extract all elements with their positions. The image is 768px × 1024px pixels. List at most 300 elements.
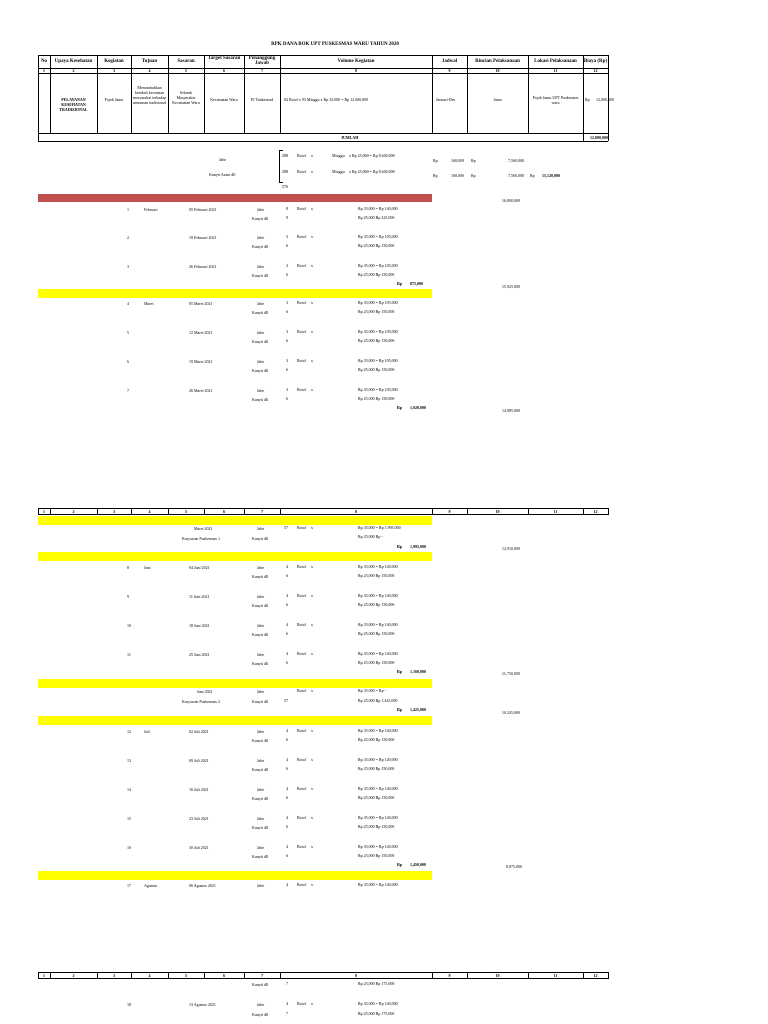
colnum-4: 4 [148, 68, 151, 73]
column-number: 5 [185, 509, 187, 514]
juni-karyawan-note: Karyawan Puskesmas 2 [182, 699, 220, 704]
week-jahe-label: Jahe [257, 301, 265, 306]
column-divider [204, 508, 205, 515]
week-jahe-x: x [311, 844, 313, 849]
column-divider [608, 508, 609, 515]
colnum-11: 11 [553, 68, 558, 73]
section-value: 14,985,000 [502, 408, 520, 413]
week-no: 15 [127, 816, 131, 821]
week-date: 19 Februari 2021 [189, 235, 217, 240]
week-jahe-x: x [311, 728, 313, 733]
column-number: 11 [553, 509, 558, 514]
juni-kary-section-value: 10,325,000 [502, 710, 520, 715]
week-kunyit-calc: Rp 25,000 Rp 150,000 [358, 573, 395, 578]
week-jahe-unit: Botol [297, 651, 306, 656]
week-jahe-unit: Botol [297, 387, 306, 392]
column-number: 4 [148, 973, 151, 978]
week-jahe-qty: 3 [286, 329, 288, 334]
week-jahe-calc: Rp 35,000 = Rp 140,000 [358, 622, 398, 627]
week-jahe-unit: Botol [297, 622, 306, 627]
week-kunyit-label: Kunyit dll [252, 216, 269, 221]
week-no: 14 [127, 787, 131, 792]
week-date: 02 Juli 2021 [189, 729, 209, 734]
juni-subtotal-rp: Rp [397, 707, 403, 712]
week-subtotal: 1,020,000 [410, 405, 426, 410]
week-subtotal: 875,000 [410, 281, 423, 286]
week-kunyit-calc: Rp 25,000 Rp 150,000 [358, 338, 395, 343]
week-kunyit-calc: Rp 25,000 Rp 150,000 [358, 243, 395, 248]
juni-jahe-calc: Rp 35,000 = Rp - [358, 688, 386, 693]
week-subtotal-rp: Rp [397, 862, 403, 867]
summary-jahe-total: 7,560,000 [508, 158, 524, 163]
week-kunyit-calc: Rp 25,000 Rp 150,000 [358, 824, 395, 829]
week-jahe-label: Jahe [257, 652, 265, 657]
column-divider [50, 972, 51, 979]
week-kunyit-calc: Rp 25,000 Rp 150,000 [358, 853, 395, 858]
colnum-2: 2 [72, 68, 75, 73]
header-jadwal: Jadwal [441, 59, 458, 64]
summary-jahe-rp2: Rp [471, 158, 476, 163]
week-jahe-qty: 3 [286, 263, 288, 268]
week-jahe-calc: Rp 35,000 = Rp 140,000 [358, 593, 398, 598]
summary-bracket-line [279, 150, 280, 183]
column-number: 3 [113, 973, 115, 978]
week-jahe-x: x [311, 329, 313, 334]
week-kunyit-qty: 9 [286, 215, 288, 220]
week-kunyit-calc: Rp 25,000 Rp 150,000 [358, 631, 395, 636]
col-line-4 [168, 55, 169, 133]
week-kunyit-calc: Rp 25,000 Rp 150,000 [358, 766, 395, 771]
week-jahe-label: Jahe [257, 235, 265, 240]
week-kunyit-qty: 6 [286, 631, 288, 636]
column-divider [583, 972, 584, 979]
section-band-yellow [38, 679, 432, 688]
column-number: 10 [495, 509, 500, 514]
juni-kunyit-calc: Rp 25,000 Rp 1,425,000 [358, 698, 398, 703]
week-kunyit-label: Kunyit dll [252, 368, 269, 373]
week-jahe-qty: 4 [286, 564, 288, 569]
row1-rincian: Jamu [493, 97, 502, 102]
column-divider [432, 972, 433, 979]
week-kunyit-qty: 6 [286, 396, 288, 401]
row1-tujuan: Menumbuhkan kembali kecintaan masyarakat terhadap minuman tradisional [133, 85, 166, 105]
section-band-yellow [38, 516, 432, 525]
juni-subtotal: 1,425,000 [410, 707, 426, 712]
week-month: Agustus [144, 883, 158, 888]
week-date: 11 Juni 2021 [189, 594, 210, 599]
week-date: 09 Juli 2021 [189, 758, 209, 763]
maret-section-value: 12,910,000 [502, 546, 520, 551]
week-jahe-qty: 3 [286, 358, 288, 363]
week-date: 05 Februari 2021 [189, 207, 217, 212]
week-kunyit-calc: Rp 25,000 Rp 150,000 [358, 396, 395, 401]
week-jahe-qty: 3 [286, 387, 288, 392]
column-divider [97, 508, 98, 515]
week-jahe-unit: Botol [297, 300, 306, 305]
week-kunyit-label: Kunyit dll [252, 661, 269, 666]
colnum-5: 5 [185, 68, 187, 73]
week-kunyit-qty: 6 [286, 853, 288, 858]
week-kunyit-qty: 6 [286, 573, 288, 578]
week-jahe-calc: Rp 35,000 = Rp 105,000 [358, 234, 398, 239]
summary-jahe-rp: Rp [433, 158, 438, 163]
summary-jahe-unit: Botol [297, 153, 306, 158]
week-jahe-x: x [311, 757, 313, 762]
section-band-yellow [38, 289, 432, 298]
week-kunyit-calc: Rp 25,000 Rp 150,000 [358, 367, 395, 372]
summary-bracket-bottom [279, 182, 283, 183]
week-kunyit-label: Kunyit dll [252, 854, 269, 859]
week-jahe-qty: 4 [286, 844, 288, 849]
week-jahe-x: x [311, 206, 313, 211]
week-date: 26 Maret 2021 [189, 388, 213, 393]
column-divider [528, 508, 529, 515]
summary-kunyit-qty: 288 [282, 169, 288, 174]
week-jahe-calc: Rp 35,000 = Rp 105,000 [358, 358, 398, 363]
p3-header-top [38, 972, 608, 973]
maret-subtotal-rp: Rp [397, 544, 403, 549]
maret-karyawan-date: Maret 2021 [194, 526, 213, 531]
section-value: 15,925,000 [502, 284, 520, 289]
col-line-6 [244, 55, 245, 133]
week-jahe-calc: Rp 35,000 = Rp 105,000 [358, 300, 398, 305]
column-number: 1 [43, 509, 45, 514]
week-kunyit-qty: 6 [286, 309, 288, 314]
header-kegiatan: Kegiatan [104, 59, 124, 64]
week-kunyit-qty: 6 [286, 737, 288, 742]
maret-kunyit-calc: Rp 25,000 Rp - [358, 534, 383, 539]
column-number: 7 [261, 973, 263, 978]
week-no: 13 [127, 758, 131, 763]
week-jahe-calc: Rp 35,000 = Rp 140,000 [358, 844, 398, 849]
header-lokasi: Lokasi Pelaksanaan [534, 59, 577, 64]
summary-kunyit-x: x [311, 169, 313, 174]
colnum-12: 12 [593, 68, 598, 73]
row1-bottom-border [38, 133, 608, 134]
week-no: 6 [127, 359, 129, 364]
week-jahe-calc: Rp 35,000 = Rp 140,000 [358, 786, 398, 791]
maret-jahe-calc: Rp 35,000 = Rp 1,995,000 [358, 525, 401, 530]
juni-section-value: 11,750,000 [502, 671, 520, 676]
week-kunyit-calc: Rp 25,000 Rp 150,000 [358, 272, 395, 277]
week-jahe-qty: 4 [286, 593, 288, 598]
column-divider [38, 972, 39, 979]
column-number: 12 [593, 973, 598, 978]
week-kunyit-label: Kunyit dll [252, 738, 269, 743]
juni-kunyit-label: Kunyit dll [252, 699, 269, 704]
week-no: 16 [127, 845, 131, 850]
header-upaya: Upaya Kesehatan [54, 59, 93, 64]
week-jahe-x: x [311, 622, 313, 627]
week-jahe-x: x [311, 815, 313, 820]
column-divider [280, 972, 281, 979]
week-kunyit-label: Kunyit dll [252, 603, 269, 608]
week-jahe-x: x [311, 882, 313, 887]
week-jahe-calc: Rp 35,000 = Rp 105,000 [358, 329, 398, 334]
week-kunyit-qty: 6 [286, 824, 288, 829]
summary-bracket-top [279, 150, 283, 151]
week-kunyit-qty: 6 [286, 766, 288, 771]
col-line-8 [432, 55, 433, 133]
p2-header-bottom [38, 514, 608, 515]
week-month: Maret [144, 301, 154, 306]
week-date: 06 Agustus 2021 [189, 883, 216, 888]
week-jahe-qty: 3 [286, 234, 288, 239]
header-biaya: Biaya (Rp) [583, 59, 608, 64]
column-divider [168, 972, 169, 979]
week-jahe-x: x [311, 358, 313, 363]
column-divider [244, 508, 245, 515]
column-number: 5 [185, 973, 187, 978]
week-kunyit-qty: 6 [286, 795, 288, 800]
week-jahe-x: x [311, 387, 313, 392]
week-jahe-calc: Rp 35,000 = Rp 140,000 [358, 564, 398, 569]
week-kunyit-label: Kunyit dll [252, 825, 269, 830]
week-jahe-label: Jahe [257, 359, 265, 364]
summary-total-qty: 576 [282, 184, 288, 189]
colnum-9: 9 [448, 68, 451, 73]
row1-sasaran: Seluruh Masyarakat Kecamatan Waru [172, 90, 200, 105]
week-jahe-label: Jahe [257, 623, 265, 628]
summary-kunyit-calc: x Rp 25,000 = Rp 8,640,000 [349, 169, 395, 174]
header-target: Target Sasaran [207, 56, 241, 61]
column-divider [50, 508, 51, 515]
header-top-border [38, 55, 608, 56]
week-kunyit-qty: 6 [286, 602, 288, 607]
week-jahe-label: Jahe [257, 758, 265, 763]
week-jahe-unit: Botol [297, 757, 306, 762]
week-subtotal-rp: Rp [397, 669, 403, 674]
week-kunyit-calc: Rp 25,000 Rp 150,000 [358, 795, 395, 800]
week-kunyit-qty: 6 [286, 338, 288, 343]
summary-grand-total: 15,120,000 [542, 173, 560, 178]
col-line-7 [280, 55, 281, 133]
week-date: 18 Juni 2021 [189, 623, 210, 628]
week-jahe-qty: 4 [286, 815, 288, 820]
col-line-2 [97, 55, 98, 133]
maret-subtotal: 1,995,000 [410, 544, 426, 549]
jumlah-label: JUMLAH [341, 135, 359, 140]
week-kunyit-label: Kunyit dll [252, 397, 269, 402]
section-band-red [38, 194, 432, 202]
week-jahe-x: x [311, 300, 313, 305]
week-kunyit-calc: Rp 25,000 Rp 175,000 [358, 1011, 395, 1016]
column-number: 2 [72, 973, 75, 978]
week-subtotal: 1,160,000 [410, 669, 426, 674]
row1-biaya: 12,000,000 [596, 97, 614, 102]
week-jahe-unit: Botol [297, 844, 306, 849]
week-jahe-qty: 4 [286, 786, 288, 791]
maret-jahe-qty: 57 [284, 525, 288, 530]
week-date: 30 Juli 2021 [189, 845, 209, 850]
week-no: 12 [127, 729, 131, 734]
summary-kunyit-unit2: Minggu [332, 169, 345, 174]
maret-jahe-label: Jahe [257, 526, 265, 531]
colnum-1: 1 [43, 68, 45, 73]
juni-jahe-label: Jahe [257, 689, 265, 694]
jumlah-value: 12,000,000 [590, 135, 608, 140]
week-jahe-unit: Botol [297, 234, 306, 239]
page-1 [0, 0, 768, 470]
column-number: 4 [148, 509, 151, 514]
summary-jahe-unit2: Minggu [332, 153, 345, 158]
juni-kunyit-qty: 57 [284, 698, 288, 703]
week-no: 3 [127, 264, 129, 269]
header-tujuan: Tujuan [141, 59, 158, 64]
col-line-10 [528, 55, 529, 133]
row1-upaya: PELAYANAN KESEHATAN TRADISIONAL [59, 97, 88, 112]
row1-volume: 84 Botol x 93 Minggu x Rp 25,000 = Rp 12,000,000 [284, 97, 369, 102]
week-no: 8 [127, 565, 129, 570]
row1-kegiatan: Pojok Jamu [104, 97, 124, 102]
week-jahe-unit: Botol [297, 358, 306, 363]
maret-jahe-x: x [311, 525, 313, 530]
week-kunyit-label: Kunyit dll [252, 310, 269, 315]
column-divider [528, 972, 529, 979]
section-value: 16,800,000 [502, 198, 520, 203]
week-jahe-x: x [311, 786, 313, 791]
week-jahe-label: Jahe [257, 1002, 265, 1007]
week-jahe-x: x [311, 593, 313, 598]
header-pj: Penanggung Jawab [248, 56, 276, 66]
week-jahe-qty: 8 [286, 206, 288, 211]
week-month: Juni [144, 565, 151, 570]
week-date: 12 Maret 2021 [189, 330, 213, 335]
week-kunyit-calc: Rp 25,000 Rp 150,000 [358, 309, 395, 314]
colnum-3: 3 [113, 68, 115, 73]
week-no: 17 [127, 883, 131, 888]
section-band-yellow [38, 716, 432, 725]
week-no: 11 [127, 652, 131, 657]
week-jahe-unit: Botol [297, 882, 306, 887]
week-kunyit-calc: Rp 25,000 Rp 150,000 [358, 660, 395, 665]
week-kunyit-label: Kunyit dll [252, 339, 269, 344]
document-title: RPK DANA BOK UPT PUSKESMAS WARU TAHUN 2020 [271, 42, 399, 47]
column-divider [38, 508, 39, 515]
week-jahe-qty: 4 [286, 622, 288, 627]
week-jahe-x: x [311, 564, 313, 569]
week-jahe-label: Jahe [257, 565, 265, 570]
week-jahe-label: Jahe [257, 330, 265, 335]
column-divider [432, 508, 433, 515]
colnum-7: 7 [261, 68, 263, 73]
week-month: Februari [144, 207, 158, 212]
week-no: 7 [127, 388, 129, 393]
week-jahe-calc: Rp 35,000 = Rp 140,000 [358, 651, 398, 656]
week-jahe-unit: Botol [297, 564, 306, 569]
week-jahe-label: Jahe [257, 845, 265, 850]
column-number: 8 [355, 973, 357, 978]
p3-kunyit-qty: 7 [286, 981, 288, 986]
week-subtotal-rp: Rp [397, 405, 403, 410]
week-kunyit-label: Kunyit dll [252, 244, 269, 249]
week-jahe-qty: 4 [286, 757, 288, 762]
week-jahe-calc: Rp 35,000 = Rp 140,000 [358, 882, 398, 887]
week-jahe-unit: Botol [297, 1001, 306, 1006]
week-jahe-calc: Rp 35,000 = Rp 140,000 [358, 1001, 398, 1006]
week-jahe-x: x [311, 263, 313, 268]
summary-jahe-val: 168,000 [451, 158, 464, 163]
juli-section-value: 8,875,000 [506, 864, 522, 869]
colnum-8: 8 [355, 68, 357, 73]
header-sasaran: Sasaran [177, 59, 195, 64]
week-subtotal: 1,450,000 [410, 862, 426, 867]
column-number: 6 [223, 509, 225, 514]
week-no: 9 [127, 594, 129, 599]
week-jahe-qty: 3 [286, 300, 288, 305]
week-date: 05 Maret 2021 [189, 301, 213, 306]
week-jahe-x: x [311, 651, 313, 656]
section-band-yellow [38, 871, 432, 880]
week-kunyit-label: Kunyit dll [252, 574, 269, 579]
week-jahe-calc: Rp 35,000 = Rp 105,000 [358, 263, 398, 268]
week-no: 4 [127, 301, 129, 306]
week-kunyit-label: Kunyit dll [252, 632, 269, 637]
column-number: 10 [495, 973, 500, 978]
p3-header-bottom [38, 978, 608, 979]
column-number: 3 [113, 509, 115, 514]
week-jahe-qty: 4 [286, 882, 288, 887]
week-date: 26 Februari 2021 [189, 264, 217, 269]
summary-kunyit-rp2: Rp [471, 173, 476, 178]
week-jahe-unit: Botol [297, 728, 306, 733]
juni-karyawan-date: Juni 2021 [197, 689, 213, 694]
week-date: 23 Juli 2021 [189, 816, 209, 821]
column-divider [131, 972, 132, 979]
row1-lokasi: Pojok Jamu UPT Puskesmas waru [532, 95, 579, 105]
summary-kunyit-rp: Rp [433, 173, 438, 178]
week-kunyit-qty: 7 [286, 1011, 288, 1016]
header-no: No [40, 59, 48, 64]
header-rincian: Rincian Pelaksanaan [475, 59, 520, 64]
column-divider [280, 508, 281, 515]
week-month: Juli [144, 729, 150, 734]
row1-jadwal: Januari-Des [436, 97, 456, 102]
week-jahe-x: x [311, 1001, 313, 1006]
week-jahe-calc: Rp 35,000 = Rp 140,000 [358, 815, 398, 820]
colnum-10: 10 [495, 68, 500, 73]
week-jahe-unit: Botol [297, 593, 306, 598]
col-line-3 [131, 55, 132, 133]
juni-jahe-x: x [311, 688, 313, 693]
summary-jahe-x: x [311, 153, 313, 158]
week-jahe-label: Jahe [257, 787, 265, 792]
maret-kunyit-label: Kunyit dll [252, 536, 269, 541]
week-kunyit-label: Kunyit dll [252, 273, 269, 278]
week-jahe-calc: Rp 35,000 = Rp 140,000 [358, 728, 398, 733]
column-number: 7 [261, 509, 263, 514]
row1-biaya-rp: Rp [585, 97, 590, 102]
header-num-border [38, 73, 608, 74]
week-kunyit-calc: Rp 25,000 Rp 150,000 [358, 737, 395, 742]
week-jahe-calc: Rp 35,000 = Rp 140,000 [358, 206, 398, 211]
column-divider [583, 508, 584, 515]
column-number: 11 [553, 973, 558, 978]
column-number: 9 [448, 509, 451, 514]
week-date: 04 Juni 2021 [189, 565, 210, 570]
week-kunyit-qty: 6 [286, 660, 288, 665]
row1-pj: PJ Yankestrad [250, 97, 274, 102]
column-divider [467, 508, 468, 515]
summary-jahe-qty: 288 [282, 153, 288, 158]
week-date: 19 Maret 2021 [189, 359, 213, 364]
p2-header-top [38, 508, 608, 509]
column-number: 9 [448, 973, 451, 978]
column-divider [608, 972, 609, 979]
week-kunyit-label: Kunyit dll [252, 1012, 269, 1017]
summary-grand-rp: Rp [530, 173, 535, 178]
week-jahe-label: Jahe [257, 883, 265, 888]
